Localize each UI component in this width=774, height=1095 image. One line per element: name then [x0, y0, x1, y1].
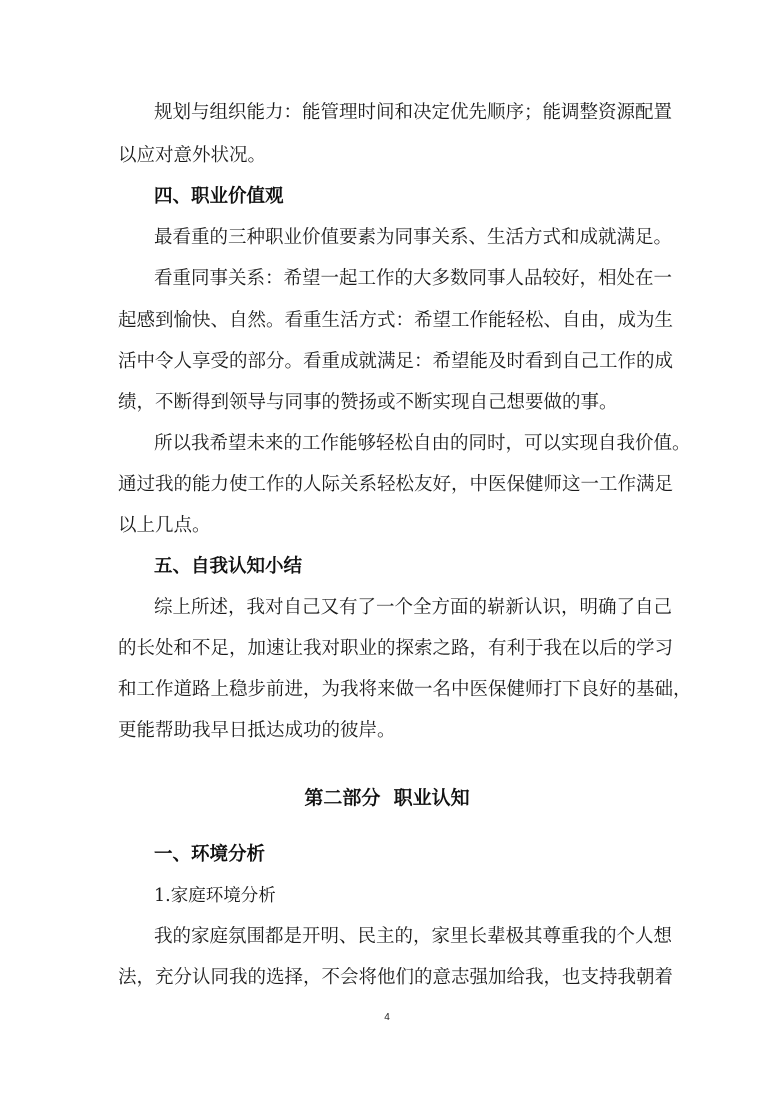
- section-heading-values: 四、职业价值观: [154, 186, 284, 207]
- paragraph-line: 和工作道路上稳步前进，为我将来做一名中医保健师打下良好的基础，: [118, 679, 692, 700]
- paragraph-line: 看重同事关系：希望一起工作的大多数同事人品较好，相处在一: [154, 268, 673, 289]
- paragraph-line: 以应对意外状况。: [118, 145, 267, 166]
- paragraph-line: 活中令人享受的部分。看重成就满足：希望能及时看到自己工作的成: [118, 351, 674, 372]
- paragraph-line: 的长处和不足，加速让我对职业的探索之路，有利于我在以后的学习: [118, 638, 674, 659]
- section-heading-summary: 五、自我认知小结: [154, 556, 303, 577]
- paragraph-line: 起感到愉快、自然。看重生活方式：希望工作能轻松、自由，成为生: [118, 310, 674, 331]
- paragraph-line: 更能帮助我早日抵达成功的彼岸。: [118, 720, 396, 741]
- paragraph-line: 通过我的能力使工作的人际关系轻松友好，中医保健师这一工作满足: [118, 474, 674, 495]
- section-heading-environment: 一、环境分析: [154, 844, 266, 865]
- paragraph-line: 法，充分认同我的选择，不会将他们的意志强加给我，也支持我朝着: [118, 967, 674, 988]
- paragraph-line: 绩，不断得到领导与同事的赞扬或不断实现自己想要做的事。: [118, 392, 618, 413]
- page-number: 4: [384, 1012, 390, 1023]
- paragraph-line: 所以我希望未来的工作能够轻松自由的同时，可以实现自我价值。: [154, 433, 691, 454]
- paragraph-line: 我的家庭氛围都是开明、民主的，家里长辈极其尊重我的个人想: [154, 926, 673, 947]
- paragraph-line: 最看重的三种职业价值要素为同事关系、生活方式和成就满足。: [154, 227, 673, 248]
- paragraph-line: 综上所述，我对自己又有了一个全方面的崭新认识，明确了自己: [154, 597, 673, 618]
- subsection-heading-family: 1.家庭环境分析: [154, 886, 276, 906]
- paragraph-line: 规划与组织能力：能管理时间和决定优先顺序；能调整资源配置: [154, 102, 673, 123]
- part-title: 第二部分 职业认知: [304, 787, 470, 809]
- paragraph-line: 以上几点。: [118, 515, 211, 536]
